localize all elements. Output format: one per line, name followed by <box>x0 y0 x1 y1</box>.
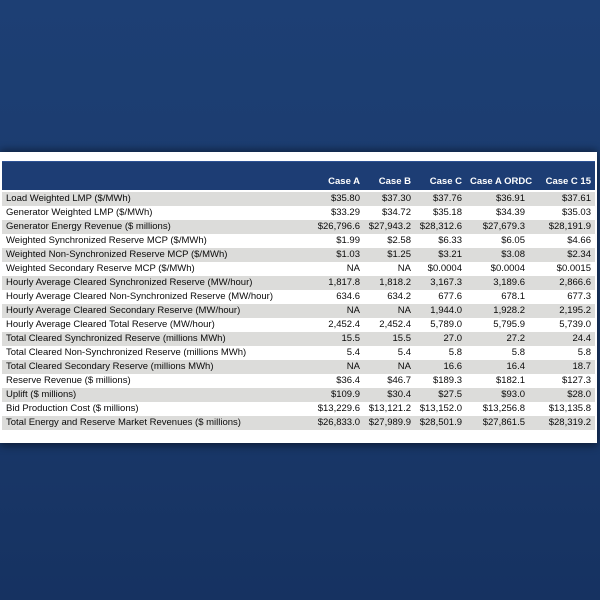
column-header-case-c: Case C <box>415 162 466 192</box>
table-row <box>2 191 595 206</box>
cell-value: 1,944.0 <box>415 304 466 318</box>
cell-value: $28,191.9 <box>529 220 595 234</box>
cell-value: 18.7 <box>529 360 595 374</box>
row-label: Generator Energy Revenue ($ millions) <box>2 220 302 234</box>
cell-value: $13,152.0 <box>415 402 466 416</box>
cell-value: $13,256.8 <box>466 402 529 416</box>
row-label: Generator Weighted LMP ($/MWh) <box>2 206 302 220</box>
table-row <box>2 262 595 276</box>
cell-value: NA <box>302 262 364 276</box>
cell-value: $35.18 <box>415 206 466 220</box>
cell-value: $36.4 <box>302 374 364 388</box>
cell-value: 16.6 <box>415 360 466 374</box>
cell-value: NA <box>364 360 415 374</box>
row-label: Total Cleared Non-Synchronized Reserve (millions MWh) <box>2 346 302 360</box>
cell-value: 5.8 <box>466 346 529 360</box>
column-header-case-c-15: Case C 15 <box>529 162 595 192</box>
cell-value: 2,452.4 <box>364 318 415 332</box>
market-metrics-table <box>2 161 595 430</box>
cell-value: 27.0 <box>415 332 466 346</box>
cell-value: 16.4 <box>466 360 529 374</box>
cell-value: 5,795.9 <box>466 318 529 332</box>
row-label: Hourly Average Cleared Secondary Reserve (MW/hour) <box>2 304 302 318</box>
cell-value: 5.8 <box>415 346 466 360</box>
cell-value: $1.25 <box>364 248 415 262</box>
cell-value: $34.72 <box>364 206 415 220</box>
cell-value: $27,989.9 <box>364 416 415 430</box>
cell-value: $27.5 <box>415 388 466 402</box>
cell-value: $0.0015 <box>529 262 595 276</box>
cell-value: NA <box>302 304 364 318</box>
cell-value: $28,501.9 <box>415 416 466 430</box>
cell-value: $3.08 <box>466 248 529 262</box>
cell-value: 2,452.4 <box>302 318 364 332</box>
table-body <box>2 191 595 430</box>
cell-value: $0.0004 <box>415 262 466 276</box>
cell-value: $36.91 <box>466 191 529 206</box>
cell-value: 678.1 <box>466 290 529 304</box>
row-label: Hourly Average Cleared Synchronized Reserve (MW/hour) <box>2 276 302 290</box>
header-row <box>2 162 595 192</box>
cell-value: NA <box>302 360 364 374</box>
cell-value: 1,818.2 <box>364 276 415 290</box>
cell-value: $37.30 <box>364 191 415 206</box>
column-header-metric <box>2 162 302 192</box>
table-row <box>2 206 595 220</box>
cell-value: $27,679.3 <box>466 220 529 234</box>
cell-value: 15.5 <box>302 332 364 346</box>
cell-value: 27.2 <box>466 332 529 346</box>
table-row <box>2 360 595 374</box>
cell-value: $127.3 <box>529 374 595 388</box>
cell-value: $28,312.6 <box>415 220 466 234</box>
table-row <box>2 290 595 304</box>
cell-value: $0.0004 <box>466 262 529 276</box>
cell-value: $28,319.2 <box>529 416 595 430</box>
cell-value: $93.0 <box>466 388 529 402</box>
cell-value: $182.1 <box>466 374 529 388</box>
row-label: Bid Production Cost ($ millions) <box>2 402 302 416</box>
cell-value: $26,796.6 <box>302 220 364 234</box>
cell-value: $26,833.0 <box>302 416 364 430</box>
column-header-case-a: Case A <box>302 162 364 192</box>
cell-value: 1,817.8 <box>302 276 364 290</box>
cell-value: $27,861.5 <box>466 416 529 430</box>
table-row <box>2 248 595 262</box>
cell-value: 5,789.0 <box>415 318 466 332</box>
table-row <box>2 388 595 402</box>
row-label: Reserve Revenue ($ millions) <box>2 374 302 388</box>
row-label: Total Energy and Reserve Market Revenues ($ millions) <box>2 416 302 430</box>
table-row <box>2 276 595 290</box>
cell-value: 2,866.6 <box>529 276 595 290</box>
table-row <box>2 416 595 430</box>
cell-value: $109.9 <box>302 388 364 402</box>
table-row <box>2 318 595 332</box>
cell-value: $28.0 <box>529 388 595 402</box>
cell-value: 15.5 <box>364 332 415 346</box>
table-panel <box>0 152 597 443</box>
row-label: Hourly Average Cleared Non-Synchronized Reserve (MW/hour) <box>2 290 302 304</box>
cell-value: $46.7 <box>364 374 415 388</box>
column-header-case-a-ordc: Case A ORDC <box>466 162 529 192</box>
cell-value: $3.21 <box>415 248 466 262</box>
row-label: Load Weighted LMP ($/MWh) <box>2 191 302 206</box>
cell-value: $6.05 <box>466 234 529 248</box>
row-label: Total Cleared Secondary Reserve (millions MWh) <box>2 360 302 374</box>
cell-value: $37.76 <box>415 191 466 206</box>
cell-value: NA <box>364 262 415 276</box>
cell-value: 5.4 <box>364 346 415 360</box>
cell-value: $1.99 <box>302 234 364 248</box>
table-row <box>2 346 595 360</box>
row-label: Hourly Average Cleared Total Reserve (MW/hour) <box>2 318 302 332</box>
cell-value: $13,229.6 <box>302 402 364 416</box>
cell-value: $33.29 <box>302 206 364 220</box>
cell-value: $13,135.8 <box>529 402 595 416</box>
table-row <box>2 234 595 248</box>
cell-value: 3,189.6 <box>466 276 529 290</box>
table-row <box>2 374 595 388</box>
cell-value: $6.33 <box>415 234 466 248</box>
cell-value: $1.03 <box>302 248 364 262</box>
cell-value: 2,195.2 <box>529 304 595 318</box>
cell-value: 5,739.0 <box>529 318 595 332</box>
cell-value: 5.4 <box>302 346 364 360</box>
table-header <box>2 162 595 192</box>
cell-value: $30.4 <box>364 388 415 402</box>
cell-value: $13,121.2 <box>364 402 415 416</box>
table-row <box>2 402 595 416</box>
cell-value: $35.80 <box>302 191 364 206</box>
cell-value: 634.6 <box>302 290 364 304</box>
table-row <box>2 332 595 346</box>
cell-value: 677.6 <box>415 290 466 304</box>
cell-value: 24.4 <box>529 332 595 346</box>
table-row <box>2 220 595 234</box>
cell-value: $35.03 <box>529 206 595 220</box>
cell-value: $189.3 <box>415 374 466 388</box>
cell-value: $2.58 <box>364 234 415 248</box>
row-label: Uplift ($ millions) <box>2 388 302 402</box>
cell-value: NA <box>364 304 415 318</box>
cell-value: 3,167.3 <box>415 276 466 290</box>
column-header-case-b: Case B <box>364 162 415 192</box>
cell-value: 5.8 <box>529 346 595 360</box>
cell-value: 634.2 <box>364 290 415 304</box>
cell-value: $34.39 <box>466 206 529 220</box>
cell-value: 1,928.2 <box>466 304 529 318</box>
cell-value: 677.3 <box>529 290 595 304</box>
table-row <box>2 304 595 318</box>
row-label: Total Cleared Synchronized Reserve (millions MWh) <box>2 332 302 346</box>
cell-value: $27,943.2 <box>364 220 415 234</box>
cell-value: $2.34 <box>529 248 595 262</box>
cell-value: $37.61 <box>529 191 595 206</box>
row-label: Weighted Secondary Reserve MCP ($/MWh) <box>2 262 302 276</box>
row-label: Weighted Synchronized Reserve MCP ($/MWh) <box>2 234 302 248</box>
row-label: Weighted Non-Synchronized Reserve MCP ($/MWh) <box>2 248 302 262</box>
cell-value: $4.66 <box>529 234 595 248</box>
